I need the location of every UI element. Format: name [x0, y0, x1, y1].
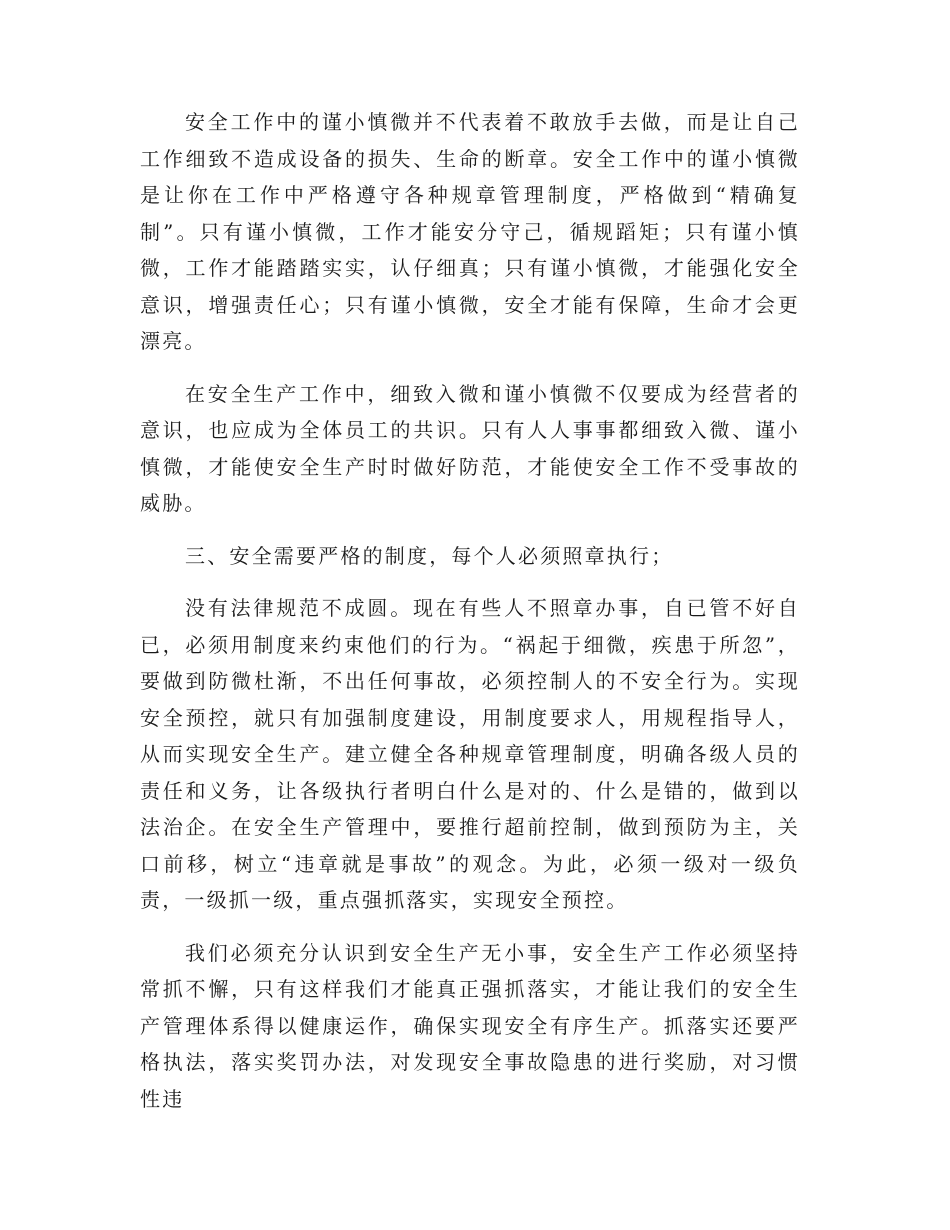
section-heading: 三、安全需要严格的制度，每个人必须照章执行； — [185, 543, 674, 568]
document-body — [140, 104, 800, 1133]
paragraph-3: 没有法律规范不成圆。现在有些人不照章办事，自已管不好自已，必须用制度来约束他们的行为。“祸起于细微，疾患于所忽”，要做到防微杜渐，不出任何事故，必须控制人的不安全行为。实现安全预控，就只有加强制度建设，用制度要求人，用规程指导人，从而实现安全生产。建立健全各种规章管理制度，明确各级人员的责任和义务，让各级执行者明白什么是对的、什么是错的，做到以法治企。在安全生产管理中，要推行超前控制，做到预防为主，关口前移，树立“违章就是事故”的观念。为此，必须一级对一级负责，一级抓一级，重点强抓落实，实现安全预控。 — [140, 596, 800, 912]
paragraph-4: 我们必须充分认识到安全生产无小事，安全生产工作必须坚持常抓不懈，只有这样我们才能真正强抓落实，才能让我们的安全生产管理体系得以健康运作，确保实现安全有序生产。抓落实还要严格执法，落实奖罚办法，对发现安全事故隐患的进行奖励，对习惯性违 — [140, 940, 800, 1111]
paragraph-2: 在安全生产工作中，细致入微和谨小慎微不仅要成为经营者的意识，也应成为全体员工的共识。只有人人事事都细致入微、谨小慎微，才能使安全生产时时做好防范，才能使安全工作不受事故的威胁。 — [140, 381, 800, 515]
paragraph-1: 安全工作中的谨小慎微并不代表着不敢放手去做，而是让自己工作细致不造成设备的损失、生命的断章。安全工作中的谨小慎微是让你在工作中严格遵守各种规章管理制度，严格做到“精确复制”。只有谨小慎微，工作才能安分守己，循规蹈矩；只有谨小慎微，工作才能踏踏实实，认仔细真；只有谨小慎微，才能强化安全意识，增强责任心；只有谨小慎微，安全才能有保障，生命才会更漂亮。 — [140, 110, 800, 353]
